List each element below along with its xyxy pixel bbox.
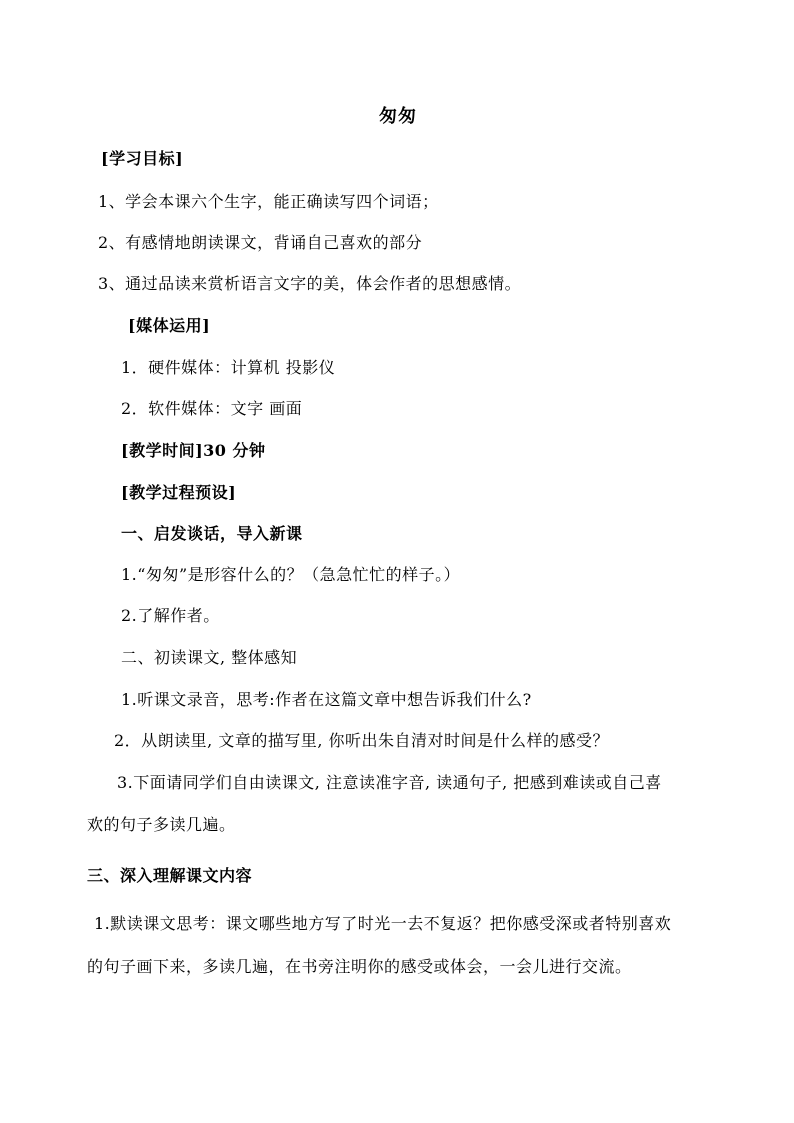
media-heading: [媒体运用] xyxy=(128,316,211,335)
learning-goal-2: 2、有感情地朗读课文，背诵自己喜欢的部分 xyxy=(98,233,423,252)
part-three-item-1-line-1: 1.默读课文思考：课文哪些地方写了时光一去不复返？把你感受深或者特别喜欢 xyxy=(94,914,672,933)
part-two-heading: 二、初读课文, 整体感知 xyxy=(121,648,298,667)
media-item-1: 1．硬件媒体：计算机 投影仪 xyxy=(121,358,336,377)
part-two-item-3-line-2: 欢的句子多读几遍。 xyxy=(87,815,236,834)
part-two-item-2: 2．从朗读里, 文章的描写里, 你听出朱自清对时间是什么样的感受？ xyxy=(114,731,610,750)
learning-goal-1: 1、学会本课六个生字，能正确读写四个词语； xyxy=(98,192,439,211)
part-one-item-1: 1.“匆匆”是形容什么的？（急急忙忙的样子。） xyxy=(121,565,461,584)
part-two-item-1: 1.听课文录音，思考:作者在这篇文章中想告诉我们什么? xyxy=(121,690,532,709)
learning-goal-3: 3、通过品读来赏析语言文字的美，体会作者的思想感情。 xyxy=(98,274,522,293)
learning-goals-heading: [学习目标] xyxy=(101,149,184,168)
part-one-heading: 一、启发谈话，导入新课 xyxy=(121,524,303,543)
part-three-heading: 三、深入理解课文内容 xyxy=(87,866,253,885)
part-three-item-1-line-2: 的句子画下来，多读几遍，在书旁注明你的感受或体会，一会儿进行交流。 xyxy=(87,957,632,976)
teaching-time: [教学时间]30 分钟 xyxy=(121,441,266,460)
document-title: 匆匆 xyxy=(379,106,417,127)
part-two-item-3-line-1: 3.下面请同学们自由读课文, 注意读准字音, 读通句子, 把感到难读或自己喜 xyxy=(117,773,662,792)
media-item-2: 2．软件媒体：文字 画面 xyxy=(121,399,303,418)
teaching-process-heading: [教学过程预设] xyxy=(121,483,237,502)
part-one-item-2: 2.了解作者。 xyxy=(121,606,220,625)
